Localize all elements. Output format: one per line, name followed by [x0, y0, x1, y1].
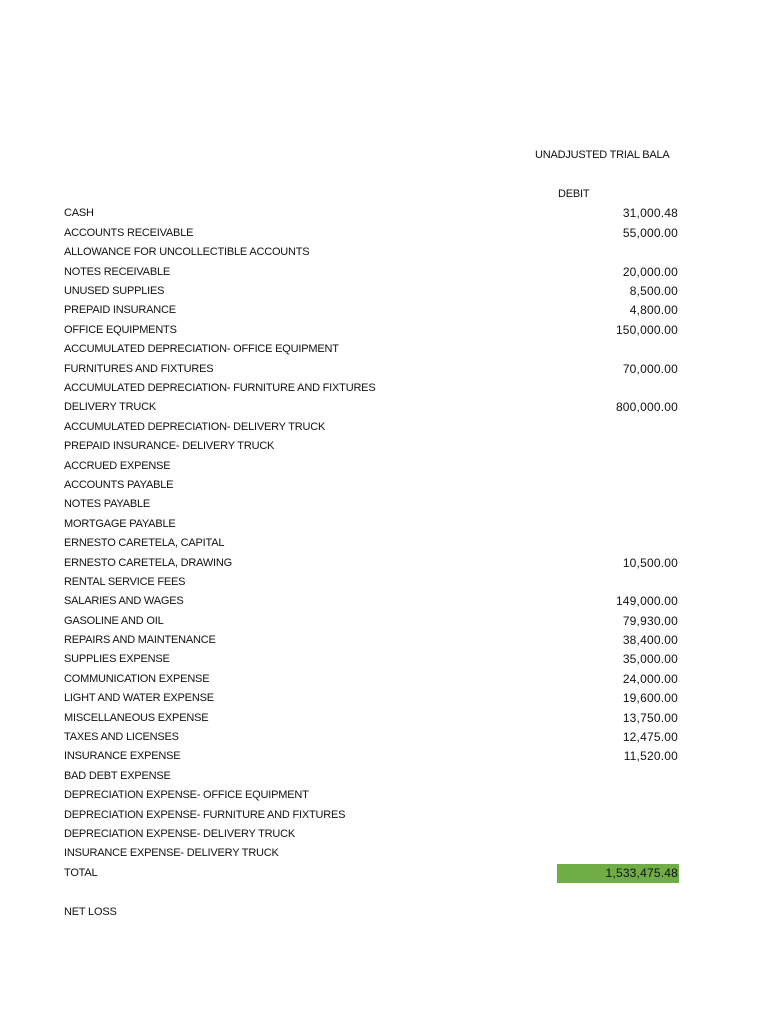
- net-loss-label: NET LOSS: [64, 905, 117, 918]
- account-name: DELIVERY TRUCK: [64, 401, 156, 414]
- account-name: RENTAL SERVICE FEES: [64, 575, 186, 588]
- debit-amount: 13,750.00: [622, 710, 678, 725]
- account-name: REPAIRS AND MAINTENANCE: [64, 634, 216, 647]
- account-row: [0, 612, 768, 631]
- account-row: [0, 747, 768, 766]
- account-name: ERNESTO CARETELA, CAPITAL: [64, 537, 225, 550]
- total-debit: 1,533,475.48: [557, 864, 679, 883]
- account-name: OFFICE EQUIPMENTS: [64, 323, 177, 336]
- account-name: COMMUNICATION EXPENSE: [64, 672, 210, 685]
- account-row: [0, 224, 768, 243]
- title-row: [0, 146, 768, 165]
- account-row: [0, 728, 768, 747]
- debit-amount: 800,000.00: [615, 400, 678, 415]
- net-loss-row: [0, 903, 768, 922]
- account-row: [0, 515, 768, 534]
- blank-row: [0, 883, 768, 902]
- account-row: [0, 457, 768, 476]
- account-row: [0, 321, 768, 340]
- account-row: [0, 825, 768, 844]
- account-row: [0, 243, 768, 262]
- account-name: NOTES RECEIVABLE: [64, 265, 171, 278]
- account-name: ERNESTO CARETELA, DRAWING: [64, 556, 232, 569]
- debit-amount: 150,000.00: [615, 322, 678, 337]
- account-name: ACCRUED EXPENSE: [64, 459, 171, 472]
- account-name: ACCOUNTS RECEIVABLE: [64, 226, 194, 239]
- debit-amount: 38,400.00: [622, 633, 678, 648]
- account-name: INSURANCE EXPENSE: [64, 750, 181, 763]
- account-name: ALLOWANCE FOR UNCOLLECTIBLE ACCOUNTS: [64, 246, 310, 259]
- account-row: [0, 554, 768, 573]
- account-name: DEPRECIATION EXPENSE- OFFICE EQUIPMENT: [64, 789, 309, 802]
- account-row: [0, 360, 768, 379]
- account-row: [0, 650, 768, 669]
- account-row: [0, 844, 768, 863]
- debit-column-header: DEBIT: [558, 188, 590, 201]
- account-row: [0, 573, 768, 592]
- account-name: FURNITURES AND FIXTURES: [64, 362, 214, 375]
- account-name: SALARIES AND WAGES: [64, 595, 184, 608]
- account-row: [0, 418, 768, 437]
- account-name: LIGHT AND WATER EXPENSE: [64, 692, 214, 705]
- total-label: TOTAL: [64, 866, 98, 879]
- trial-balance-sheet: [0, 146, 768, 922]
- account-name: CASH: [64, 207, 94, 220]
- debit-amount: 35,000.00: [622, 652, 678, 667]
- account-row: [0, 340, 768, 359]
- account-row: [0, 689, 768, 708]
- account-name: DEPRECIATION EXPENSE- DELIVERY TRUCK: [64, 827, 295, 840]
- account-name: DEPRECIATION EXPENSE- FURNITURE AND FIXTURES: [64, 808, 346, 821]
- account-name: UNUSED SUPPLIES: [64, 285, 165, 298]
- account-row: [0, 670, 768, 689]
- debit-amount: 24,000.00: [622, 671, 678, 686]
- account-row: [0, 786, 768, 805]
- debit-amount: 12,475.00: [622, 730, 678, 745]
- debit-amount: 4,800.00: [629, 303, 678, 318]
- debit-amount: 31,000.48: [622, 206, 678, 221]
- account-name: NOTES PAYABLE: [64, 498, 151, 511]
- blank-row: [0, 166, 768, 185]
- account-row: [0, 767, 768, 786]
- debit-amount: 70,000.00: [622, 361, 678, 376]
- total-row: [0, 864, 768, 883]
- debit-amount: 19,600.00: [622, 691, 678, 706]
- account-name: TAXES AND LICENSES: [64, 731, 179, 744]
- debit-amount: 55,000.00: [622, 225, 678, 240]
- debit-amount: 10,500.00: [622, 555, 678, 570]
- account-row: [0, 495, 768, 514]
- account-name: PREPAID INSURANCE- DELIVERY TRUCK: [64, 440, 275, 453]
- account-name: PREPAID INSURANCE: [64, 304, 176, 317]
- account-name: ACCOUNTS PAYABLE: [64, 478, 174, 491]
- account-row: [0, 301, 768, 320]
- account-row: [0, 631, 768, 650]
- account-row: [0, 592, 768, 611]
- account-row: [0, 806, 768, 825]
- account-row: [0, 282, 768, 301]
- debit-amount: 20,000.00: [622, 264, 678, 279]
- debit-amount: 11,520.00: [623, 749, 678, 764]
- account-name: BAD DEBT EXPENSE: [64, 769, 171, 782]
- header-row: [0, 185, 768, 204]
- account-name: SUPPLIES EXPENSE: [64, 653, 170, 666]
- account-row: [0, 534, 768, 553]
- account-row: [0, 379, 768, 398]
- account-name: INSURANCE EXPENSE- DELIVERY TRUCK: [64, 847, 279, 860]
- trial-balance-title: UNADJUSTED TRIAL BALA: [535, 149, 670, 162]
- account-name: MORTGAGE PAYABLE: [64, 517, 176, 530]
- account-row: [0, 709, 768, 728]
- debit-amount: 149,000.00: [615, 594, 678, 609]
- account-row: [0, 263, 768, 282]
- debit-amount: 79,930.00: [622, 613, 678, 628]
- account-name: MISCELLANEOUS EXPENSE: [64, 711, 209, 724]
- account-row: [0, 204, 768, 223]
- account-row: [0, 398, 768, 417]
- account-row: [0, 437, 768, 456]
- account-name: ACCUMULATED DEPRECIATION- OFFICE EQUIPMENT: [64, 343, 339, 356]
- account-row: [0, 476, 768, 495]
- account-name: ACCUMULATED DEPRECIATION- DELIVERY TRUCK: [64, 420, 326, 433]
- debit-amount: 8,500.00: [629, 284, 678, 299]
- account-name: ACCUMULATED DEPRECIATION- FURNITURE AND FIXTURES: [64, 381, 376, 394]
- account-name: GASOLINE AND OIL: [64, 614, 164, 627]
